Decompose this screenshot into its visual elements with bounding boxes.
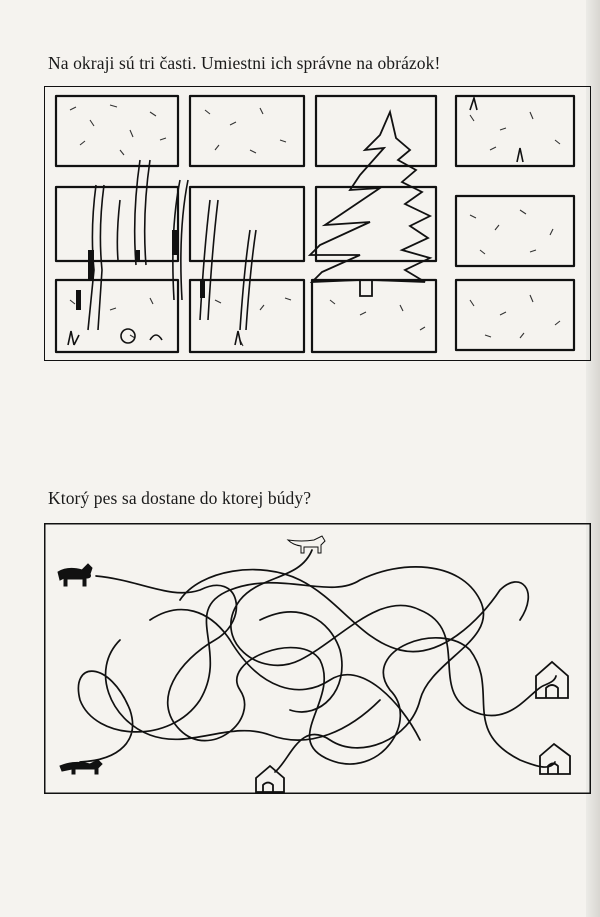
puzzle-piece-middle[interactable]	[456, 196, 574, 266]
dog-top-left-icon	[58, 564, 92, 586]
spruce-tree-icon	[310, 112, 430, 296]
path-c[interactable]	[78, 567, 483, 772]
fox-top-icon	[288, 536, 325, 553]
dog-bottom-left-icon	[60, 760, 102, 774]
puzzle-piece-top[interactable]	[456, 96, 574, 166]
kennel-bottom-center-icon	[256, 766, 284, 792]
kennel-right-bottom-icon	[540, 744, 570, 774]
puzzle-grid	[56, 96, 436, 352]
puzzle-piece-bottom[interactable]	[456, 280, 574, 350]
tangled-paths[interactable]	[78, 550, 556, 772]
task1-prompt: Na okraji sú tri časti. Umiestni ich správne na obrázok!	[48, 53, 441, 73]
side-pieces[interactable]	[456, 96, 574, 350]
task2-prompt: Ktorý pes sa dostane do ktorej búdy?	[48, 488, 312, 508]
path-b[interactable]	[231, 550, 556, 716]
kennel-right-top-icon	[536, 662, 568, 698]
bush-icons	[68, 98, 523, 345]
bark-marks	[76, 230, 205, 310]
